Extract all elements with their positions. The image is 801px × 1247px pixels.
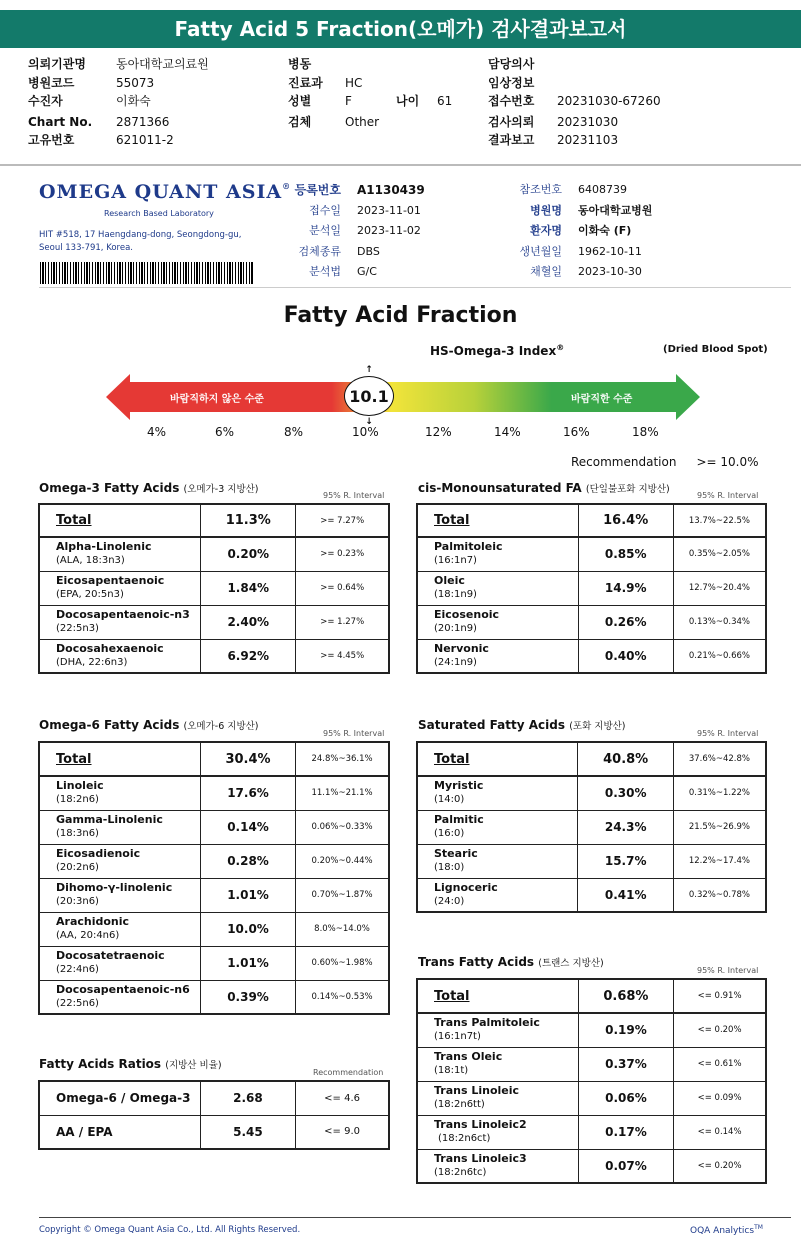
header-label: 병동 (288, 57, 312, 71)
row-sub: (AA, 20:4n6) (56, 930, 120, 941)
row-sub: (16:0) (434, 828, 465, 839)
header-label: 고유번호 (28, 133, 75, 148)
header-label: 수진자 (28, 94, 63, 109)
table-row-total (417, 979, 766, 1013)
header-value: 20231030 (557, 114, 619, 129)
interval-label: 95% R. Interval (697, 729, 759, 738)
row-value: 0.06% (578, 1081, 673, 1115)
row-name: Dihomo-γ-linolenic (56, 881, 173, 894)
group-title-ko: (지방산 비율) (165, 1060, 222, 1071)
row-value: 0.85% (578, 537, 673, 571)
recommendation-value: >= 10.0% (696, 455, 759, 469)
row-sub: (18:2n6) (56, 794, 99, 806)
table-row (39, 912, 389, 946)
header-label: 성별 (288, 94, 312, 109)
omega6-table (38, 741, 390, 1015)
header-label: 검체 (288, 114, 312, 129)
row-name: Palmitoleic (434, 540, 503, 554)
sample-label: 환자명 (530, 224, 562, 237)
row-value: 1.01% (201, 878, 296, 912)
index-value-badge (344, 365, 394, 427)
row-value: 11.3% (201, 504, 296, 537)
row-value: 0.07% (578, 1149, 673, 1183)
row-name: Trans Linoleic (434, 1084, 520, 1097)
header-value: 621011-2 (116, 133, 174, 148)
divider (39, 287, 791, 288)
row-name-cell (417, 571, 578, 605)
row-value: 17.6% (201, 776, 296, 810)
row-sub: (DHA, 22:6n3) (56, 656, 128, 668)
row-range: >= 0.23% (296, 537, 389, 571)
table-row (417, 639, 766, 673)
brand-text: OQA Analytics (690, 1226, 755, 1236)
row-name: Myristic (434, 779, 484, 793)
group-title-text: Omega-6 Fatty Acids (39, 718, 180, 732)
row-value: 0.17% (578, 1115, 673, 1149)
table-row (39, 844, 389, 878)
lab-logo (39, 181, 291, 203)
table-row (417, 605, 766, 639)
header-label: 임상정보 (488, 75, 535, 90)
divider (0, 164, 801, 166)
table-row (417, 1047, 766, 1081)
header-label: 병원코드 (28, 75, 75, 90)
header-label: 결과보고 (488, 133, 535, 148)
row-range: 37.6%~42.8% (673, 742, 766, 776)
row-name: Eicosapentaenoic (56, 574, 165, 587)
sample-value: 이화숙 (F) (578, 224, 632, 237)
row-value: 2.68 (200, 1081, 295, 1115)
row-sub: (18:2n6tc) (434, 1166, 487, 1178)
row-range: 0.13%~0.34% (673, 605, 766, 639)
row-range: 0.60%~1.98% (296, 946, 389, 980)
scale-tick: 14% (494, 425, 521, 439)
row-range: <= 0.61% (674, 1047, 766, 1081)
row-sub: (20:2n6) (56, 862, 99, 873)
row-range: <= 4.6 (296, 1081, 389, 1115)
row-name-cell (39, 844, 201, 878)
header-value: 20231030-67260 (557, 94, 661, 109)
row-name-cell (417, 878, 578, 912)
header-label: 의뢰기관명 (28, 57, 86, 71)
table-row (417, 844, 766, 878)
header-label: 담당의사 (488, 57, 535, 71)
header-value: 2871366 (116, 114, 170, 129)
row-value: 0.39% (201, 980, 296, 1014)
row-value: 0.26% (578, 605, 673, 639)
report-title: Fatty Acid 5 Fraction(오메가) 검사결과보고서 (0, 10, 801, 48)
table-row (39, 1115, 389, 1149)
row-name: Palmitic (434, 813, 484, 826)
interval-label: Recommendation (313, 1068, 384, 1077)
table-row (417, 571, 766, 605)
row-sub: (18:3n6) (56, 828, 99, 839)
row-sub: (20:3n6) (56, 896, 99, 907)
recommendation-label: Recommendation (571, 455, 677, 469)
row-value: 1.84% (201, 571, 296, 605)
header-col2 (288, 55, 488, 131)
sample-value: 6408739 (578, 183, 627, 196)
interval-label: 95% R. Interval (323, 491, 385, 500)
row-name: Total (417, 979, 578, 1013)
row-name: Docosapentaenoic-n6 (56, 982, 190, 996)
group-title-text: Trans Fatty Acids (418, 955, 535, 969)
row-sub: (22:5n3) (56, 623, 99, 634)
row-name: Nervonic (434, 641, 489, 655)
row-name-cell (417, 605, 578, 639)
row-name-cell (39, 537, 201, 571)
row-range: >= 1.27% (296, 605, 389, 639)
row-sub: (EPA, 20:5n3) (56, 589, 124, 600)
lab-address: HIT #518, 17 Haengdang-dong, Seongdong-gu, Seoul 133-791, Korea. (39, 230, 242, 253)
group-title-ko: (포화 지방산) (569, 721, 626, 732)
row-range: <= 0.20% (674, 1013, 766, 1047)
bad-level-label: 바람직하지 않은 수준 (170, 394, 264, 405)
table-row (417, 1081, 766, 1115)
header-value: HC (345, 75, 363, 90)
table-row (417, 810, 766, 844)
row-sub: (16:1n7t) (434, 1031, 481, 1043)
table-row (417, 1013, 766, 1047)
ratios-title (39, 1057, 222, 1071)
row-name: Total (39, 504, 201, 537)
row-name: Docosahexaenoic (56, 641, 164, 655)
index-title (430, 343, 564, 358)
header-value: 이화숙 (116, 94, 151, 109)
barcode (40, 262, 254, 284)
row-value: 10.0% (201, 912, 296, 946)
row-name-cell (39, 571, 201, 605)
mufa-table (416, 503, 767, 674)
row-sub: (22:5n6) (56, 997, 99, 1009)
row-name-cell (39, 605, 201, 639)
row-name: Linoleic (56, 779, 104, 793)
row-name: Alpha-Linolenic (56, 540, 152, 554)
row-value: 15.7% (578, 844, 673, 878)
header-value: Other (345, 114, 380, 129)
index-value: 10.1 (349, 387, 389, 406)
row-range: <= 9.0 (296, 1115, 389, 1149)
row-range: >= 0.64% (296, 571, 389, 605)
table-row (39, 878, 389, 912)
row-value: 6.92% (201, 639, 296, 673)
row-sub: (ALA, 18:3n3) (56, 555, 125, 567)
row-name-cell (417, 1115, 578, 1149)
lab-tagline: Research Based Laboratory (104, 209, 214, 218)
interval-label: 95% R. Interval (697, 491, 759, 500)
row-range: 0.70%~1.87% (296, 878, 389, 912)
row-value: 0.14% (201, 810, 296, 844)
row-sub: (24:0) (434, 895, 465, 907)
omega3-table (38, 503, 390, 674)
row-range: <= 0.09% (674, 1081, 766, 1115)
row-value: 0.19% (578, 1013, 673, 1047)
row-name: Arachidonic (56, 915, 130, 928)
table-row (39, 980, 389, 1014)
row-name-cell (417, 810, 578, 844)
scale-tick: 4% (147, 425, 167, 439)
row-value: 16.4% (578, 504, 673, 537)
row-value: 1.01% (201, 946, 296, 980)
row-name-cell (417, 1013, 578, 1047)
row-range: 0.21%~0.66% (673, 639, 766, 673)
header-label: 접수번호 (488, 94, 535, 109)
section-title: Fatty Acid Fraction (283, 303, 518, 328)
row-range: 0.20%~0.44% (296, 844, 389, 878)
table-row (39, 1081, 389, 1115)
sample-value: 1962-10-11 (578, 244, 642, 258)
table-row (417, 878, 766, 912)
header-value: F (345, 94, 352, 109)
ratios-table (38, 1080, 390, 1150)
row-name: Lignoceric (434, 880, 498, 894)
copyright: Copyright © Omega Quant Asia Co., Ltd. All Rights Reserved. (39, 1225, 301, 1235)
row-name-cell (39, 912, 201, 946)
row-range: 21.5%~26.9% (673, 810, 766, 844)
row-sub: (16:1n7) (434, 555, 477, 567)
header-label: 진료과 (288, 75, 323, 90)
row-range: <= 0.20% (674, 1149, 766, 1183)
sample-label: 접수일 (309, 203, 341, 217)
row-name-cell (417, 537, 578, 571)
row-name-cell (417, 1081, 578, 1115)
table-row (417, 776, 766, 810)
row-name: Trans Linoleic2 (434, 1118, 527, 1131)
header-value: 동아대학교의료원 (116, 57, 209, 71)
table-row (417, 1115, 766, 1149)
row-sub: (24:1n9) (434, 656, 477, 668)
group-title-ko: (오메가-6 지방산) (183, 721, 259, 732)
row-range: <= 0.14% (674, 1115, 766, 1149)
row-value: 0.37% (578, 1047, 673, 1081)
row-sub: (14:0) (434, 794, 465, 806)
row-name: Stearic (434, 847, 478, 860)
row-name: Gamma-Linolenic (56, 813, 163, 826)
row-range: 0.06%~0.33% (296, 810, 389, 844)
row-name-cell (39, 639, 201, 673)
sample-type-label: (Dried Blood Spot) (663, 344, 768, 355)
sample-label: 분석법 (309, 265, 341, 278)
table-row (39, 946, 389, 980)
table-row (417, 537, 766, 571)
group-title-text: cis-Monounsaturated FA (418, 481, 582, 495)
row-range: <= 0.91% (674, 979, 766, 1013)
row-value: 5.45 (200, 1115, 295, 1149)
sample-value: 2023-11-01 (357, 203, 421, 217)
up-arrow-icon: ↑ (365, 365, 373, 375)
table-row (417, 1149, 766, 1183)
row-range: 24.8%~36.1% (296, 742, 389, 776)
row-sub: (18:2n6tt) (434, 1099, 485, 1110)
row-name: Total (417, 504, 578, 537)
age-label: 나이 (396, 94, 420, 109)
row-name-cell (39, 776, 201, 810)
row-value: 2.40% (201, 605, 296, 639)
table-row (39, 776, 389, 810)
row-name: Total (417, 742, 578, 776)
sample-label: 채혈일 (530, 265, 562, 278)
row-value: 0.20% (201, 537, 296, 571)
header-label: Chart No. (28, 114, 93, 129)
row-name-cell (39, 810, 201, 844)
sample-value: 2023-11-02 (357, 224, 421, 237)
row-range: >= 4.45% (296, 639, 389, 673)
group-title-ko: (오메가-3 지방산) (183, 484, 259, 495)
brand (690, 1224, 763, 1236)
row-sub: (18:1t) (434, 1065, 469, 1076)
mufa-title (418, 481, 670, 495)
sample-label: 검체종류 (298, 244, 341, 258)
row-name-cell (39, 980, 201, 1014)
row-name-cell (39, 946, 201, 980)
sample-value: 동아대학교병원 (578, 203, 653, 217)
table-row (39, 537, 389, 571)
row-range: 11.1%~21.1% (296, 776, 389, 810)
header-col1 (28, 55, 268, 150)
group-title-text: Saturated Fatty Acids (418, 718, 565, 732)
row-sub: (22:4n6) (56, 964, 99, 975)
row-name-cell (417, 639, 578, 673)
sample-value: A1130439 (357, 183, 425, 197)
row-sub: (18:1n9) (434, 589, 477, 600)
row-sub: (18:0) (434, 862, 465, 873)
sample-label: 참조번호 (519, 183, 562, 196)
row-value: 0.68% (578, 979, 673, 1013)
row-name: Oleic (434, 574, 465, 587)
row-value: 0.40% (578, 639, 673, 673)
scale-tick: 12% (425, 425, 452, 439)
sample-label: 등록번호 (294, 183, 341, 197)
lab-name: OMEGA QUANT ASIA (39, 181, 283, 203)
saturated-title (418, 718, 626, 732)
row-range: 12.2%~17.4% (673, 844, 766, 878)
header-value: 20231103 (557, 133, 619, 148)
sample-value: DBS (357, 244, 380, 258)
row-name-cell (417, 1149, 578, 1183)
table-row (39, 571, 389, 605)
index-title-text: HS-Omega-3 Index (430, 344, 557, 358)
row-sub: (18:2n6ct) (438, 1133, 491, 1144)
row-name: Omega-6 / Omega-3 (39, 1081, 200, 1115)
group-title-text: Omega-3 Fatty Acids (39, 481, 180, 495)
row-name: Trans Linoleic3 (434, 1151, 527, 1165)
age-value: 61 (437, 94, 453, 109)
trans-title (418, 955, 604, 969)
header-value: 55073 (116, 75, 155, 90)
table-row-total (39, 742, 389, 776)
row-name: AA / EPA (39, 1115, 200, 1149)
lab-reg: ® (282, 181, 292, 191)
header-col3 (488, 55, 778, 150)
row-name: Eicosenoic (434, 608, 500, 621)
sample-label: 분석일 (309, 224, 341, 237)
header-label: 검사의뢰 (488, 114, 535, 129)
scale-tick: 10% (352, 425, 379, 439)
row-name: Docosatetraenoic (56, 949, 165, 962)
scale-tick: 6% (215, 425, 235, 439)
scale-tick: 18% (632, 425, 659, 439)
index-reg: ® (556, 343, 565, 352)
row-value: 0.41% (578, 878, 673, 912)
row-value: 24.3% (578, 810, 673, 844)
omega3-title (39, 481, 259, 495)
row-value: 0.28% (201, 844, 296, 878)
table-row (39, 639, 389, 673)
down-arrow-icon: ↓ (365, 417, 373, 427)
sample-info-right (490, 180, 652, 283)
sample-info-left (288, 180, 425, 283)
recommendation (571, 455, 759, 469)
group-title-text: Fatty Acids Ratios (39, 1057, 162, 1071)
table-row-total (417, 504, 766, 537)
scale-tick: 16% (563, 425, 590, 439)
sample-label: 생년월일 (519, 244, 562, 258)
row-value: 30.4% (201, 742, 296, 776)
brand-tm: TM (754, 1224, 763, 1231)
row-range: 0.35%~2.05% (673, 537, 766, 571)
row-range: 0.32%~0.78% (673, 878, 766, 912)
row-name-cell (417, 844, 578, 878)
good-level-label: 바람직한 수준 (571, 394, 633, 405)
row-range: 8.0%~14.0% (296, 912, 389, 946)
row-name: Trans Oleic (434, 1050, 503, 1063)
row-name: Trans Palmitoleic (434, 1016, 540, 1030)
scale-tick: 8% (284, 425, 304, 439)
row-name-cell (39, 878, 201, 912)
group-title-ko: (트랜스 지방산) (538, 958, 604, 969)
row-value: 40.8% (578, 742, 673, 776)
interval-label: 95% R. Interval (697, 966, 759, 975)
row-value: 0.30% (578, 776, 673, 810)
row-range: 12.7%~20.4% (673, 571, 766, 605)
interval-label: 95% R. Interval (323, 729, 385, 738)
table-row-total (417, 742, 766, 776)
row-sub: (20:1n9) (434, 623, 477, 634)
sample-label: 병원명 (530, 203, 562, 217)
sample-value: 2023-10-30 (578, 265, 642, 278)
row-range: >= 7.27% (296, 504, 389, 537)
table-row (39, 605, 389, 639)
row-name-cell (417, 1047, 578, 1081)
row-range: 0.31%~1.22% (673, 776, 766, 810)
table-row-total (39, 504, 389, 537)
row-name: Docosapentaenoic-n3 (56, 608, 190, 621)
row-value: 14.9% (578, 571, 673, 605)
trans-table (416, 978, 767, 1184)
footer-divider (39, 1217, 791, 1218)
table-row (39, 810, 389, 844)
sample-value: G/C (357, 265, 377, 278)
omega6-title (39, 718, 259, 732)
group-title-ko: (단일불포화 지방산) (585, 484, 670, 495)
saturated-table (416, 741, 767, 913)
row-name-cell (417, 776, 578, 810)
row-range: 0.14%~0.53% (296, 980, 389, 1014)
row-name: Total (39, 742, 201, 776)
row-name: Eicosadienoic (56, 847, 141, 860)
row-range: 13.7%~22.5% (673, 504, 766, 537)
